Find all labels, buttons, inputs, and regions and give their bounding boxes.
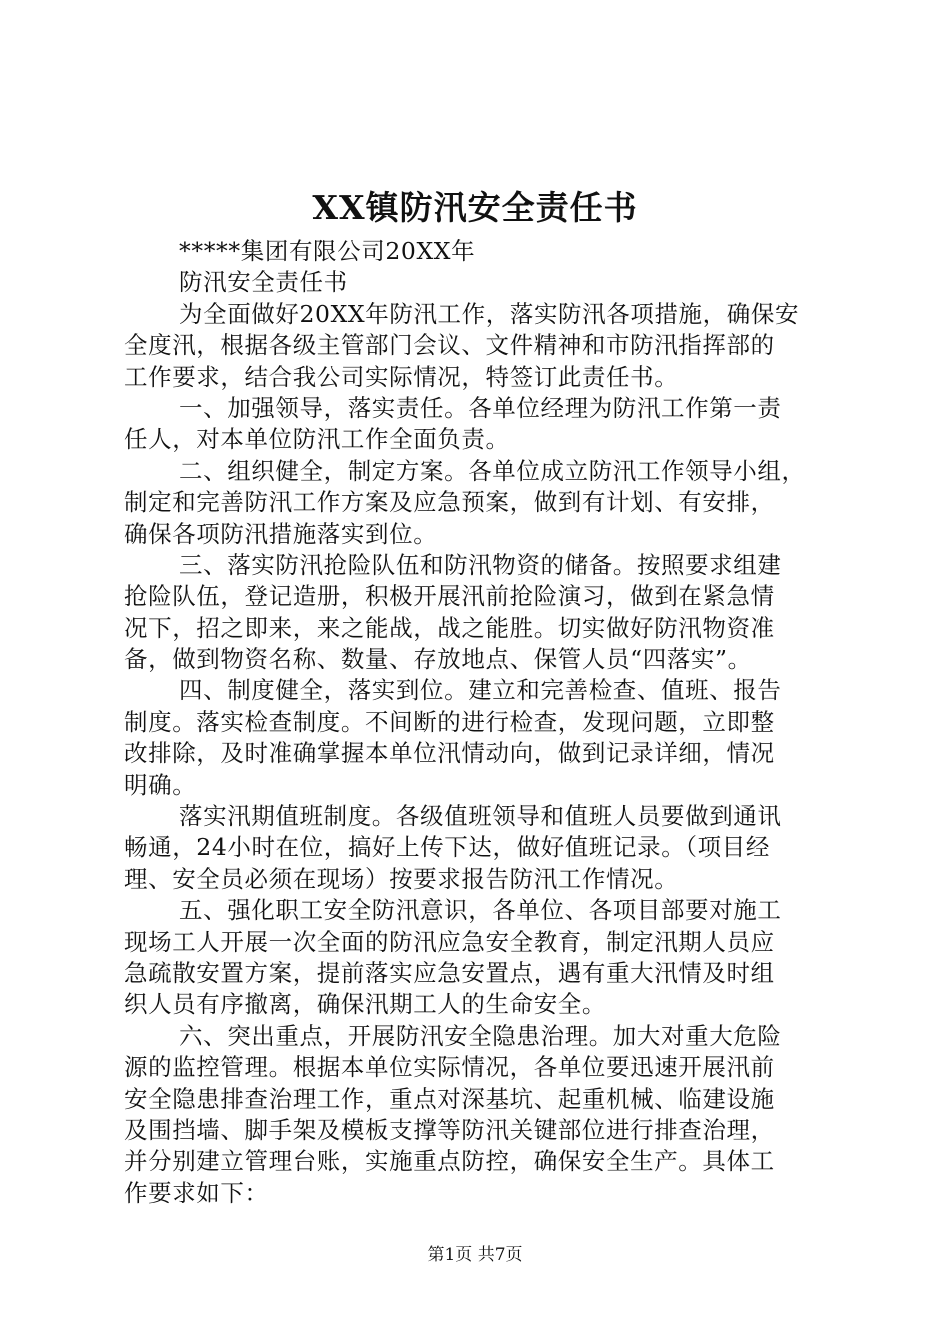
text-line: 确保各项防汛措施落实到位。 — [124, 519, 438, 548]
text-line: 备，做到物资名称、数量、存放地点、保管人员“四落实”。 — [124, 645, 752, 674]
text-line: 落实汛期值班制度。各级值班领导和值班人员要做到通讯 — [179, 802, 782, 831]
text-line: 任人，对本单位防汛工作全面负责。 — [124, 425, 510, 454]
text-line: 作要求如下： — [124, 1178, 269, 1207]
document-title: XX镇防汛安全责任书 — [312, 188, 638, 227]
text-line: 一、加强领导，落实责任。各单位经理为防汛工作第一责 — [179, 393, 782, 422]
text-line: 全度汛，根据各级主管部门会议、文件精神和市防汛指挥部的 — [124, 331, 775, 360]
text-line: 工作要求，结合我公司实际情况，特签订此责任书。 — [124, 362, 679, 391]
text-line: 为全面做好20XX年防汛工作，落实防汛各项措施，确保安 — [179, 299, 800, 328]
document-body — [124, 236, 836, 1209]
text-line: 制定和完善防汛工作方案及应急预案，做到有计划、有安排， — [124, 488, 775, 517]
page-footer: 第1页 共7页 — [427, 1245, 523, 1265]
text-line: 改排除，及时准确掌握本单位汛情动向，做到记录详细，情况 — [124, 739, 775, 768]
text-line: 况下，招之即来，来之能战，战之能胜。切实做好防汛物资准 — [124, 613, 775, 642]
text-line: 防汛安全责任书 — [179, 268, 348, 297]
text-line: 及围挡墙、脚手架及模板支撑等防汛关键部位进行排查治理， — [124, 1115, 775, 1144]
text-line: 三、落实防汛抢险队伍和防汛物资的储备。按照要求组建 — [179, 550, 782, 579]
text-line: 安全隐患排查治理工作，重点对深基坑、起重机械、临建设施 — [124, 1084, 775, 1113]
text-line: 源的监控管理。根据本单位实际情况，各单位要迅速开展汛前 — [124, 1053, 775, 1082]
text-line: 六、突出重点，开展防汛安全隐患治理。加大对重大危险 — [179, 1021, 782, 1050]
text-line: 理、安全员必须在现场）按要求报告防汛工作情况。 — [124, 864, 679, 893]
text-line: 四、制度健全，落实到位。建立和完善检查、值班、报告 — [179, 676, 782, 705]
text-line: 制度。落实检查制度。不间断的进行检查，发现问题，立即整 — [124, 707, 775, 736]
text-line: 五、强化职工安全防汛意识，各单位、各项目部要对施工 — [179, 896, 782, 925]
text-line: 抢险队伍，登记造册，积极开展汛前抢险演习，做到在紧急情 — [124, 582, 775, 611]
text-line: 现场工人开展一次全面的防汛应急安全教育，制定汛期人员应 — [124, 927, 775, 956]
text-line: 织人员有序撤离，确保汛期工人的生命安全。 — [124, 990, 606, 1019]
text-line: 急疏散安置方案，提前落实应急安置点，遇有重大汛情及时组 — [124, 958, 775, 987]
text-line: 二、组织健全，制定方案。各单位成立防汛工作领导小组， — [179, 456, 806, 485]
text-line: 明确。 — [124, 770, 197, 799]
text-line: 畅通，24小时在位，搞好上传下达，做好值班记录。（项目经 — [124, 833, 770, 862]
text-line: 并分别建立管理台账，实施重点防控，确保安全生产。具体工 — [124, 1147, 775, 1176]
text-line: *****集团有限公司20XX年 — [179, 237, 476, 265]
